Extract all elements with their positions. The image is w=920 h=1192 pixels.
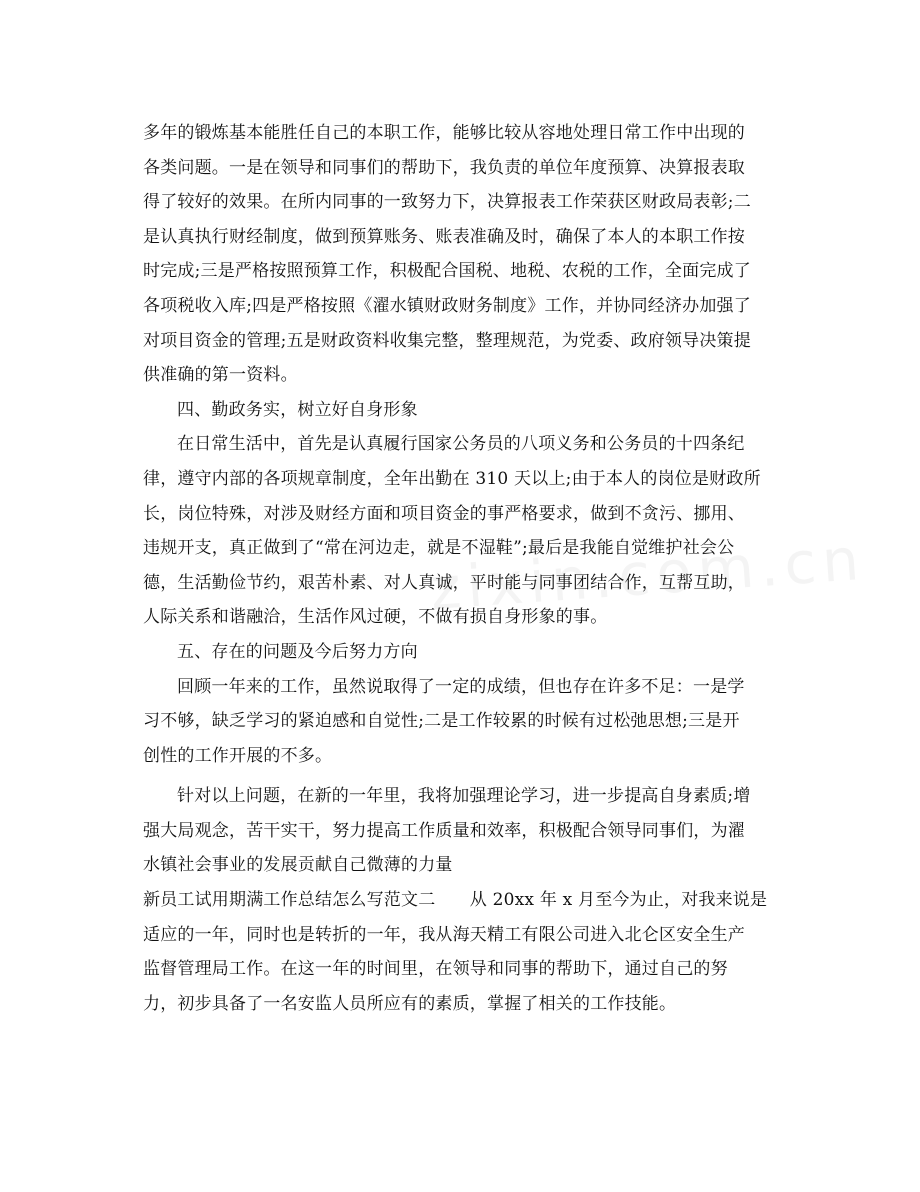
text-line: 供准确的第一资料。: [143, 365, 298, 386]
text-line: 强大局观念，苦干实干，努力提高工作质量和效率，积极配合领导同事们，为濯: [143, 820, 745, 841]
text-line: 针对以上问题，在新的一年里，我将加强理论学习，进一步提高自身素质;增: [177, 786, 751, 807]
text-line: 各类问题。一是在领导和同事们的帮助下，我负责的单位年度预算、决算报表取: [143, 157, 745, 178]
text-line: 对项目资金的管理;五是财政资料收集完整，整理规范，为党委、政府领导决策提: [143, 330, 751, 351]
text-line: 长，岗位特殊，对涉及财经方面和项目资金的事严格要求，做到不贪污、挪用、: [143, 503, 745, 524]
paragraph-4: [143, 779, 798, 883]
text-line: 各项税收入库;四是严格按照《濯水镇财政财务制度》工作，并协同经济办加强了: [143, 295, 751, 316]
text-line: 习不够，缺乏学习的紧迫感和自觉性;二是工作较累的时候有过松弛思想;三是开: [143, 711, 740, 732]
text-line: 回顾一年来的工作，虽然说取得了一定的成绩，但也存在许多不足：一是学: [177, 676, 745, 697]
paragraph-1: [143, 116, 798, 393]
paragraph-2: [143, 427, 798, 635]
text-line: 水镇社会事业的发展贡献自己微薄的力量: [143, 855, 453, 876]
text-line: 新员工试用期满工作总结怎么写范文二 从 20xx 年 x 月至今为止，对我来说是: [143, 890, 768, 911]
document-body: [143, 116, 798, 1021]
paragraph-5: [143, 883, 798, 1021]
text-line: 适应的一年，同时也是转折的一年，我从海天精工有限公司进入北仑区安全生产: [143, 924, 745, 945]
text-line: 律，遵守内部的各项规章制度，全年出勤在 310 天以上;由于本人的岗位是财政所: [143, 468, 761, 489]
text-line: 人际关系和谐融洽，生活作风过硬，不做有损自身形象的事。: [143, 607, 608, 628]
text-line: 是认真执行财经制度，做到预算账务、账表准确及时，确保了本人的本职工作按: [143, 226, 745, 247]
section-heading-4: 四、勤政务实，树立好自身形象: [177, 399, 418, 420]
text-line: 在日常生活中，首先是认真履行国家公务员的八项义务和公务员的十四条纪: [177, 434, 745, 455]
paragraph-3: [143, 670, 798, 774]
text-line: 力，初步具备了一名安监人员所应有的素质，掌握了相关的工作技能。: [143, 993, 677, 1014]
text-line: 监督管理局工作。在这一年的时间里，在领导和同事的帮助下，通过自己的努: [143, 959, 728, 980]
section-heading-5: 五、存在的问题及今后努力方向: [177, 641, 418, 662]
text-line: 多年的锻炼基本能胜任自己的本职工作，能够比较从容地处理日常工作中出现的: [143, 123, 745, 143]
text-line: 得了较好的效果。在所内同事的一致努力下，决算报表工作荣获区财政局表彰;二: [143, 192, 751, 213]
text-line: 创性的工作开展的不多。: [143, 745, 333, 766]
text-line: 违规开支，真正做到了“常在河边走，就是不湿鞋”;最后是我能自觉维护社会公: [143, 538, 735, 559]
text-line: 时完成;三是严格按照预算工作，积极配合国税、地税、农税的工作，全面完成了: [143, 261, 751, 282]
text-line: 德，生活勤俭节约，艰苦朴素、对人真诚，平时能与同事团结合作，互帮互助，: [143, 572, 745, 593]
